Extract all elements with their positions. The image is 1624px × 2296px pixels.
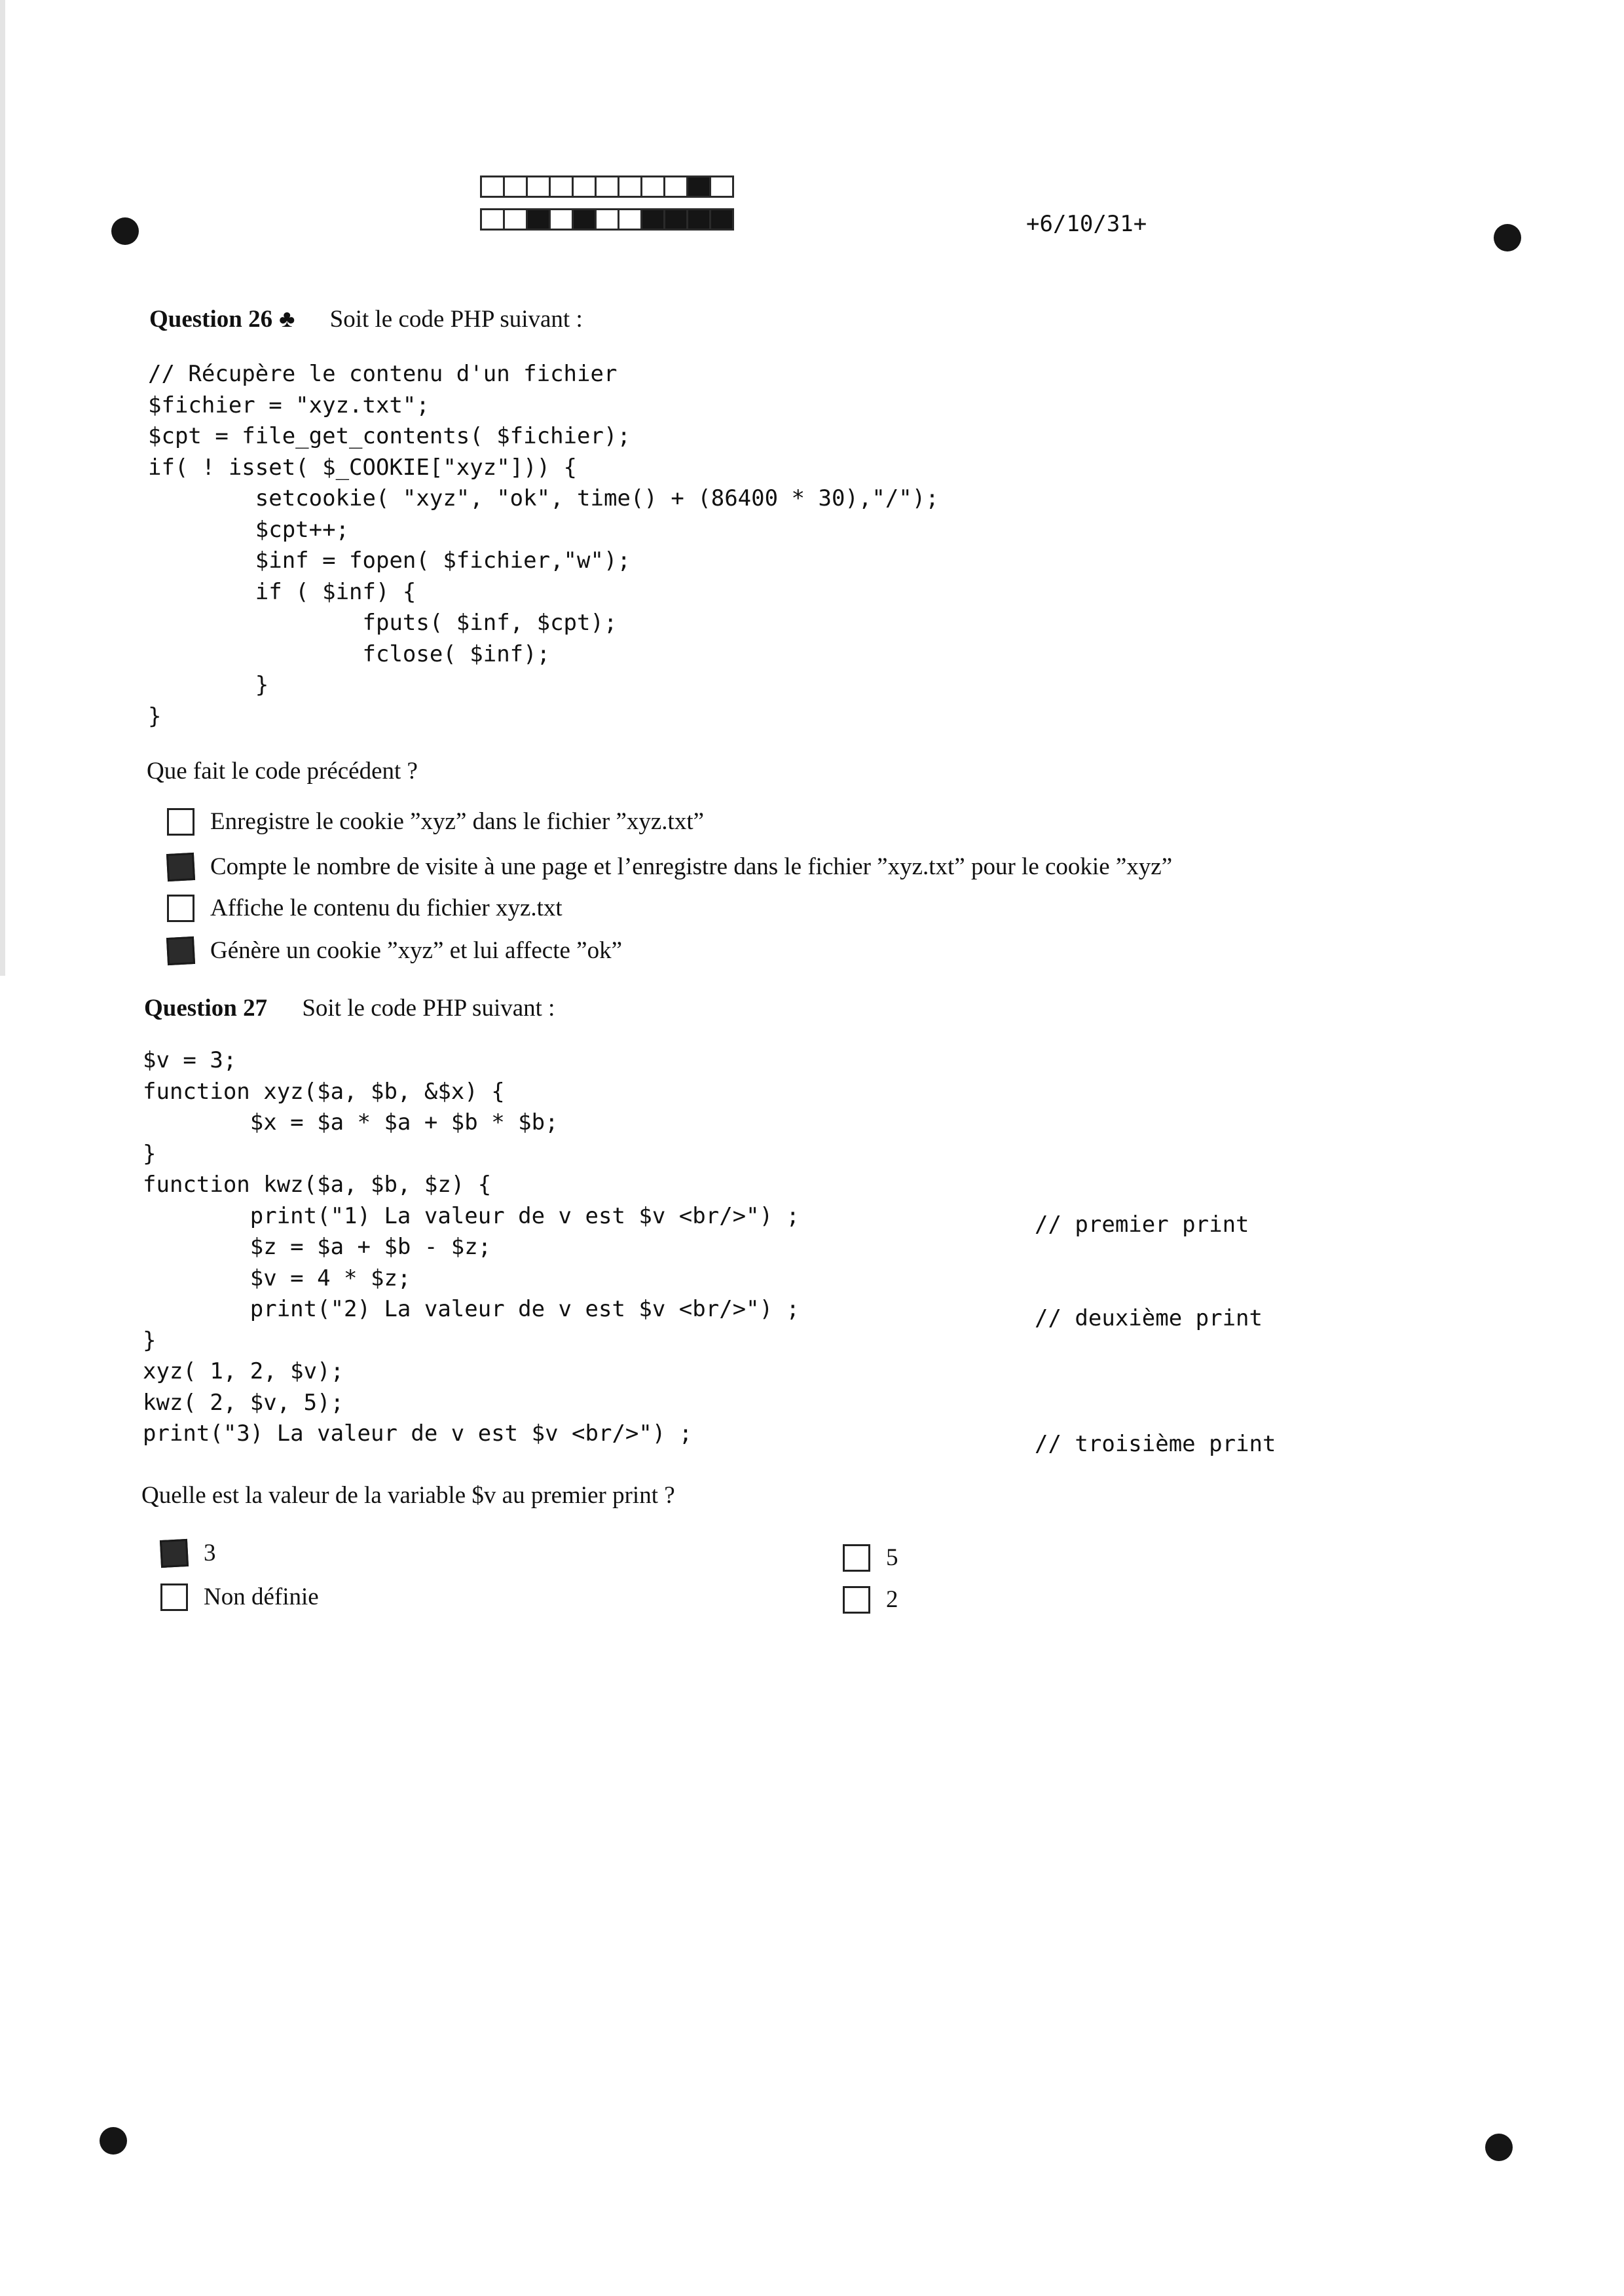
registration-mark-bottom-left [100,2127,127,2155]
q26-option-4-label: Génère un cookie ”xyz” et lui affecte ”ok” [210,937,622,964]
barcode-cell [480,208,505,231]
question-27-header [144,994,555,1022]
q26-option-2-label: Compte le nombre de visite à une page et l’enregistre dans le fichier ”xyz.txt” pour le cookie ”xyz” [210,853,1173,880]
comment-premier-print: // premier print [1035,1212,1249,1238]
question-27-code: $v = 3; function xyz($a, $b, &$x) { $x = $a * $a + $b * $b; } function kwz($a, $b, $z) { print("1) La valeur de v est $v <br/>") ; $z = $a + $b - $z; $v = 4 * $z; print("2) La valeur de v est $v <br/>") ; } xyz( 1, 2, $v); kwz( 2, $v, 5); print("3) La valeur de v est $v <br/>") ; [143,1047,800,1447]
q27-option-1-checkbox[interactable] [160,1538,189,1567]
q27-option-1-label: 3 [204,1540,216,1566]
barcode-cell [686,176,711,198]
barcode-cell [663,208,688,231]
barcode-cell [595,176,619,198]
comment-deuxieme-print: // deuxième print [1035,1305,1263,1331]
barcode-cell [686,208,711,231]
registration-mark-top-left [111,217,139,245]
q26-option-3-label: Affiche le contenu du fichier xyz.txt [210,895,563,921]
barcode-cell [663,176,688,198]
barcode-cell [526,176,551,198]
q26-option-3-checkbox[interactable] [167,895,194,922]
barcode-cell [595,208,619,231]
barcode-cell [480,176,505,198]
q26-option-1-label: Enregistre le cookie ”xyz” dans le fichier ”xyz.txt” [210,808,705,835]
page-barcode-row-1 [480,176,732,198]
q26-option-2[interactable] [167,853,1172,881]
barcode-cell [618,176,642,198]
barcode-cell [503,208,528,231]
q26-option-4-checkbox[interactable] [166,936,195,965]
barcode-cell [709,176,734,198]
q26-option-3[interactable] [167,894,563,922]
q27-option-2[interactable] [160,1583,319,1611]
q27-option-3-checkbox[interactable] [843,1544,870,1572]
barcode-cell [572,176,597,198]
question-26-prompt: Que fait le code précédent ? [147,758,418,785]
q27-option-3-label: 5 [886,1544,898,1571]
question-26-intro: Soit le code PHP suivant : [329,306,583,333]
barcode-cell [549,176,574,198]
q27-option-1[interactable] [160,1539,216,1567]
registration-mark-top-right [1494,224,1521,251]
q27-option-4-label: 2 [886,1586,898,1613]
q26-option-1-checkbox[interactable] [167,808,194,836]
club-icon: ♣ [279,306,295,333]
question-26-number: Question 26 ♣ [149,306,295,333]
page-code: +6/10/31+ [1026,211,1147,237]
q26-option-2-checkbox[interactable] [166,852,195,881]
comment-troisieme-print: // troisième print [1035,1431,1276,1457]
scan-edge-shade [0,0,5,976]
barcode-cell [640,176,665,198]
question-27-prompt: Quelle est la valeur de la variable $v au premier print ? [141,1482,675,1509]
barcode-cell [572,208,597,231]
barcode-cell [503,176,528,198]
barcode-cell [618,208,642,231]
question-27-intro: Soit le code PHP suivant : [302,995,555,1022]
page-barcode-row-2 [480,208,732,231]
barcode-cell [526,208,551,231]
q27-option-2-checkbox[interactable] [160,1583,188,1611]
barcode-cell [709,208,734,231]
q26-option-1[interactable] [167,807,704,836]
q27-option-2-label: Non définie [204,1583,319,1610]
q26-option-4[interactable] [167,936,622,965]
q27-option-3[interactable] [843,1544,898,1572]
barcode-cell [549,208,574,231]
barcode-cell [640,208,665,231]
question-26-header [149,305,583,333]
question-27-number: Question 27 [144,995,268,1022]
q27-option-4[interactable] [843,1585,898,1614]
registration-mark-bottom-right [1485,2134,1513,2161]
q27-option-4-checkbox[interactable] [843,1586,870,1614]
question-26-code: // Récupère le contenu d'un fichier $fichier = "xyz.txt"; $cpt = file_get_contents( $fichier); if( ! isset( $_COOKIE["xyz"])) { setcookie( "xyz", "ok", time() + (86400 * 30),"/"); $cpt++; $inf = fopen( $fichier,"w"); if ( $inf) { fputs( $inf, $cpt); fclose( $inf); } } [148,361,939,730]
